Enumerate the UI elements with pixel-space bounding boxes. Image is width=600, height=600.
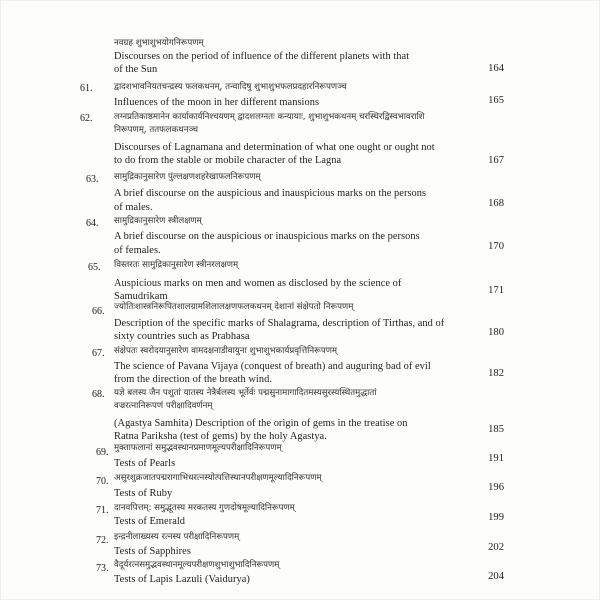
sanskrit-heading: नवग्रह शुभाशुभयोगनिरूपणम् [114, 38, 204, 48]
page-number: 196 [488, 482, 504, 493]
sanskrit-title: असुरशुक्रजातपद्मरागाभिधरत्नस्योत्पत्तिस्थानपरीक्षणमूल्यादिनिरूपणम् [114, 473, 322, 483]
english-description: Ratna Pariksha (test of gems) by the holy Agastya. [114, 431, 327, 442]
english-description: Samudrikam [114, 291, 168, 302]
english-description: (Agastya Samhita) Description of the origin of gems in the treatise on [114, 418, 408, 429]
english-description: Discourses on the period of influence of the different planets with that [114, 51, 410, 62]
entry-number: 62. [80, 113, 93, 124]
english-description: Tests of Sapphires [114, 546, 191, 557]
page-number: 167 [488, 155, 504, 166]
sanskrit-title: दानवपित्तम्: समुद्भूतस्य मरकतस्य गुणदोषमूल्यादिनिरूपणम् [114, 503, 295, 513]
english-description: Tests of Emerald [114, 516, 186, 527]
english-description: from the direction of the breath wind. [114, 374, 272, 385]
page-number: 202 [488, 542, 504, 553]
sanskrit-title: सामुद्रिकानुसारेण पुंल्लक्षणशहरेखाफलनिरूपणम् [114, 172, 261, 182]
entry-number: 67. [92, 348, 105, 359]
sanskrit-title: इन्द्रनीलाख्यस्य रत्नस्य परीक्षादिनिरूपणम् [114, 532, 240, 542]
entry-number: 69. [96, 447, 109, 458]
page-number: 168 [488, 198, 504, 209]
english-description: to do from the stable or mobile character of the Lagna [114, 155, 342, 166]
sanskrit-title: संक्षेपतः स्वरोदयानुसारेण वामदक्षनाडीवायुना शुभाशुभकार्यप्रवृत्तिनिरूपणम् [114, 346, 338, 356]
sanskrit-title: सामुद्रिकानुसारेण स्त्रीलक्षणम् [114, 216, 202, 226]
english-description: The science of Pavana Vijaya (conquest of breath) and auguring bad of evil [114, 361, 431, 372]
sanskrit-title: यज्ञे बलस्य जैन पशुतां यातस्य नेत्रैर्बलस्य भूर्तेर्वः पद्मसुनामागादितमस्यसुरस्यस्थितमुद्धातां [114, 388, 377, 398]
page-number: 191 [488, 453, 504, 464]
page-number: 180 [488, 327, 504, 338]
sanskrit-title: विस्तरतः सामुद्रिकानुसारेण स्त्रीनरलक्षणम् [114, 260, 239, 270]
entry-number: 72. [96, 535, 109, 546]
entry-number: 63. [86, 174, 99, 185]
entry-number: 65. [88, 262, 101, 273]
sanskrit-title: मुक्ताफलानां समुद्भवस्थानप्रमाणमूल्यपरीक्षादिनिरूपणम् [114, 443, 282, 453]
page-number: 171 [488, 285, 504, 296]
entry-number: 68. [92, 389, 105, 400]
page-number: 182 [488, 368, 504, 379]
sanskrit-title: वैदूर्यरत्नसमुद्भवस्थानमूल्यपरीक्षणशुभाशुभादिनिरूपणम् [114, 560, 280, 570]
sanskrit-title: निरूपणम्, ततफलकथनञ्च [114, 125, 199, 135]
entry-number: 66. [92, 306, 105, 317]
entry-number: 64. [86, 218, 99, 229]
page-number: 199 [488, 512, 504, 523]
english-description: Tests of Ruby [114, 488, 173, 499]
sanskrit-title: ज्योतिःशास्त्रनिरूपितशालग्रामशिलालक्षणफलकथनम् देशानां संक्षेपतो निरूपणम् [114, 302, 354, 312]
sanskrit-title: द्वादशभावनियतचन्द्रस्य फलकथनम्, तन्वादिषु शुभाशुभफलप्रदहारनिरूपणञ्च [114, 82, 347, 92]
english-description: Discourses of Lagnamana and determination of what one ought or ought not [114, 142, 435, 153]
sanskrit-title: वज्ररत्नानिरूपणं परीक्षादिवर्णनम् [114, 401, 213, 411]
page-number: 170 [488, 241, 504, 252]
page-number: 204 [488, 571, 504, 582]
sanskrit-title: लग्नप्रतिकाष्ठमानेन कार्याकार्यनिश्चयणम् द्वादशलग्नतः कन्यायाः, शुभाशुभकथनम् चरस्थिरद्विस्वभावराशि [114, 112, 425, 122]
english-description: A brief discourse on the auspicious and inauspicious marks on the persons [114, 188, 427, 199]
english-description: of the Sun [114, 64, 158, 75]
english-description: Tests of Lapis Lazuli (Vaidurya) [114, 574, 250, 585]
entry-number: 73. [96, 563, 109, 574]
entry-number: 71. [96, 505, 109, 516]
english-description: Tests of Pearls [114, 458, 176, 469]
english-description: Description of the specific marks of Shalagrama, description of Tirthas, and of [114, 318, 445, 329]
english-description: Auspicious marks on men and women as disclosed by the science of [114, 278, 402, 289]
english-description: of females. [114, 245, 161, 256]
entry-number: 61. [80, 83, 93, 94]
english-description: sixty countries such as Prabhasa [114, 331, 250, 342]
page-number: 185 [488, 424, 504, 435]
english-description: A brief discourse on the auspicious or inauspicious marks on the persons [114, 231, 420, 242]
english-description: of males. [114, 202, 153, 213]
english-description: Influences of the moon in her different mansions [114, 97, 320, 108]
entry-number: 70. [96, 476, 109, 487]
page-number: 165 [488, 95, 504, 106]
page-number: 164 [488, 63, 504, 74]
